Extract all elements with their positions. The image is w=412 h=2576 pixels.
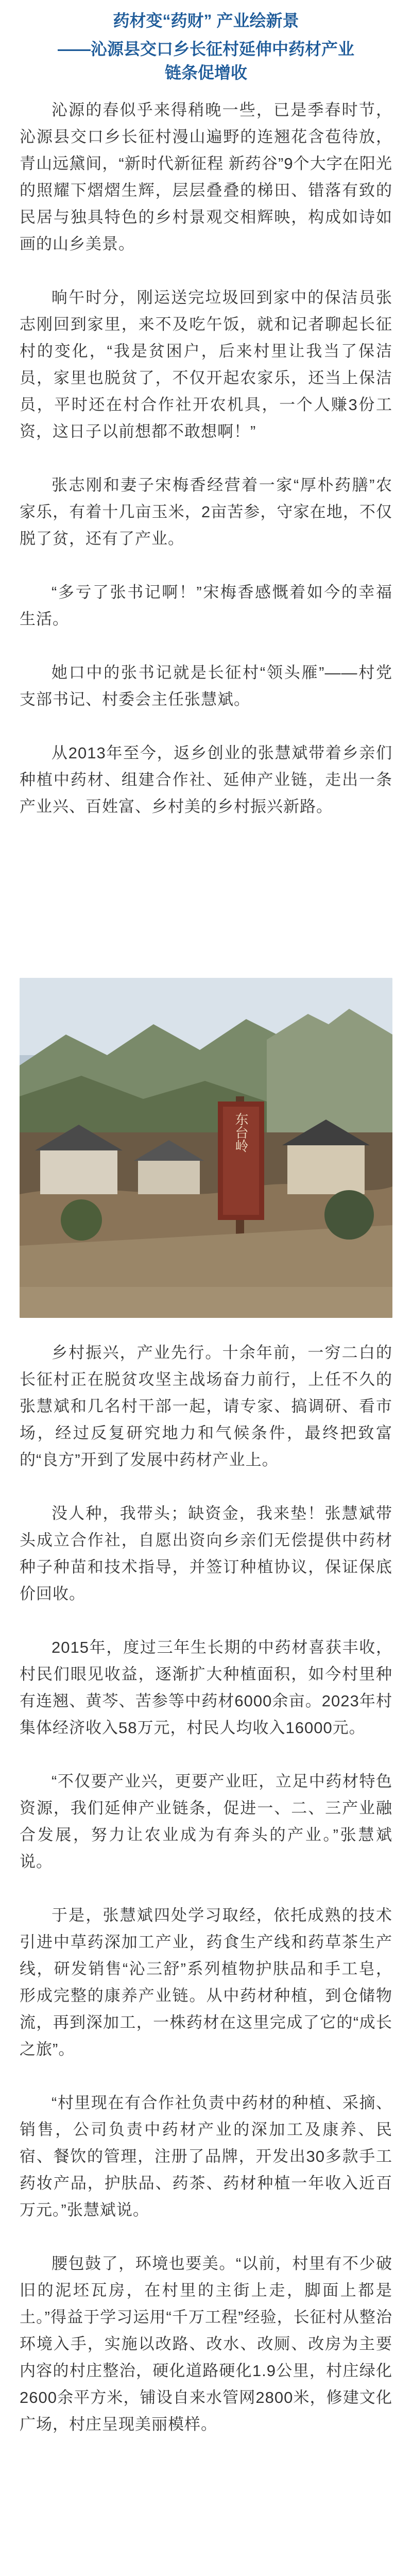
paragraph-harvest-2015: 2015年，度过三年生长期的中药材喜获丰收，村民们眼见收益，逐渐扩大种植面积，如今村里种有连翘、黄芩、苦参等中药材6000余亩。2023年村集体经济收入58万元，村民人均收入16000元。	[20, 1638, 392, 1737]
village-sign-text: 东台岭	[233, 1112, 249, 1153]
paragraph-leader-intro: 她口中的张书记就是长征村“领头雁”——村党支部书记、村委会主任张慧斌。	[20, 664, 392, 708]
paragraph-thanks-secretary: “多亏了张书记啊！”宋梅香感慨着如今的幸福生活。	[20, 583, 392, 628]
paragraph-intro: 沁源的春似乎来得稍晚一些，已是季春时节，沁源县交口乡长征村漫山遍野的连翘花含苞待放，青山远黛间，“新时代新征程 新药谷”9个大字在阳光的照耀下熠熠生辉，层层叠叠的梯田、错落有致的民居与独具特色的乡村景观交相辉映，构成如诗如画的山乡美景。	[20, 101, 392, 253]
paragraph-environment: 腰包鼓了，环境也要美。“以前，村里有不少破旧的泥坯瓦房，在村里的主街上走，脚面上都是土。”得益于学习运用“千万工程”经验，长征村从整治环境入手，实施以改路、改水、改厕、改房为主要内容的村庄整治，硬化道路硬化1.9公里，村庄绿化2600余平方米，铺设自来水管网2800米，修建文化广场，村庄呈现美丽模样。	[20, 2255, 392, 2433]
paragraph-since-2013: 从2013年至今，返乡创业的张慧斌带着乡亲们种植中药材、组建合作社、延伸产业链，走出一条产业兴、百姓富、乡村美的乡村振兴新路。	[20, 744, 392, 816]
article-subtitle-line-2: 链条促增收	[164, 63, 247, 82]
article-body-section-1	[20, 97, 392, 820]
article-subtitle-line-1: ——沁源县交口乡长征村延伸中药材产业	[57, 40, 354, 58]
article-header	[20, 9, 392, 84]
village-landscape-illustration	[20, 978, 392, 1318]
paragraph-deep-processing: 于是，张慧斌四处学习取经，依托成熟的技术引进中草药深加工产业，药食生产线和药草茶生产线，研发销售“沁三舒”系列植物护肤品和手工皂，形成完整的康养产业链。从中药材种植，到仓储物流，再到深加工，一株药材在这里完成了它的“成长之旅”。	[20, 1906, 392, 2058]
paragraph-rural-revitalization: 乡村振兴，产业先行。十余年前，一穷二白的长征村正在脱贫攻坚主战场奋力前行，上任不久的张慧斌和几名村干部一起，请专家、搞调研、看市场，经过反复研究地力和气候条件，最终把致富的“良方”开到了发展中药材产业上。	[20, 1344, 392, 1469]
paragraph-brand-products: “村里现在有合作社负责中药材的种植、采摘、销售，公司负责中药材产业的深加工及康养、民宿、餐饮的管理，注册了品牌，开发出30多款手工药妆产品，护肤品、药茶、药材种植一年收入近百万元。”张慧斌说。	[20, 2094, 392, 2219]
article-title: 药材变“药财” 产业绘新景	[113, 11, 299, 30]
paragraph-cooperative: 没人种，我带头；缺资金，我来垫！张慧斌带头成立合作社，自愿出资向乡亲们无偿提供中药材种子种苗和技术指导，并签订种植协议，保证保底价回收。	[20, 1504, 392, 1603]
paragraph-zhang-zhigang: 晌午时分，刚运送完垃圾回到家中的保洁员张志刚回到家里，来不及吃午饭，就和记者聊起长征村的变化，“我是贫困户，后来村里让我当了保洁员，家里也脱贫了，不仅开起农家乐，还当上保洁员，平时还在村合作社开农机具，一个人赚3份工资，这日子以前想都不敢想啊！”	[20, 289, 392, 440]
village-landscape-photo	[20, 978, 392, 1318]
paragraph-industry-chain: “不仅要产业兴，更要产业旺，立足中药材特色资源，我们延伸产业链条，促进一、二、三产业融合发展，努力让农业成为有奔头的产业。”张慧斌说。	[20, 1772, 392, 1871]
article-body-section-2	[20, 1340, 392, 2438]
paragraph-farm-restaurant: 张志刚和妻子宋梅香经营着一家“厚朴药膳”农家乐，有着十几亩玉米，2亩苦参，守家在地，不仅脱了贫，还有了产业。	[20, 476, 392, 548]
